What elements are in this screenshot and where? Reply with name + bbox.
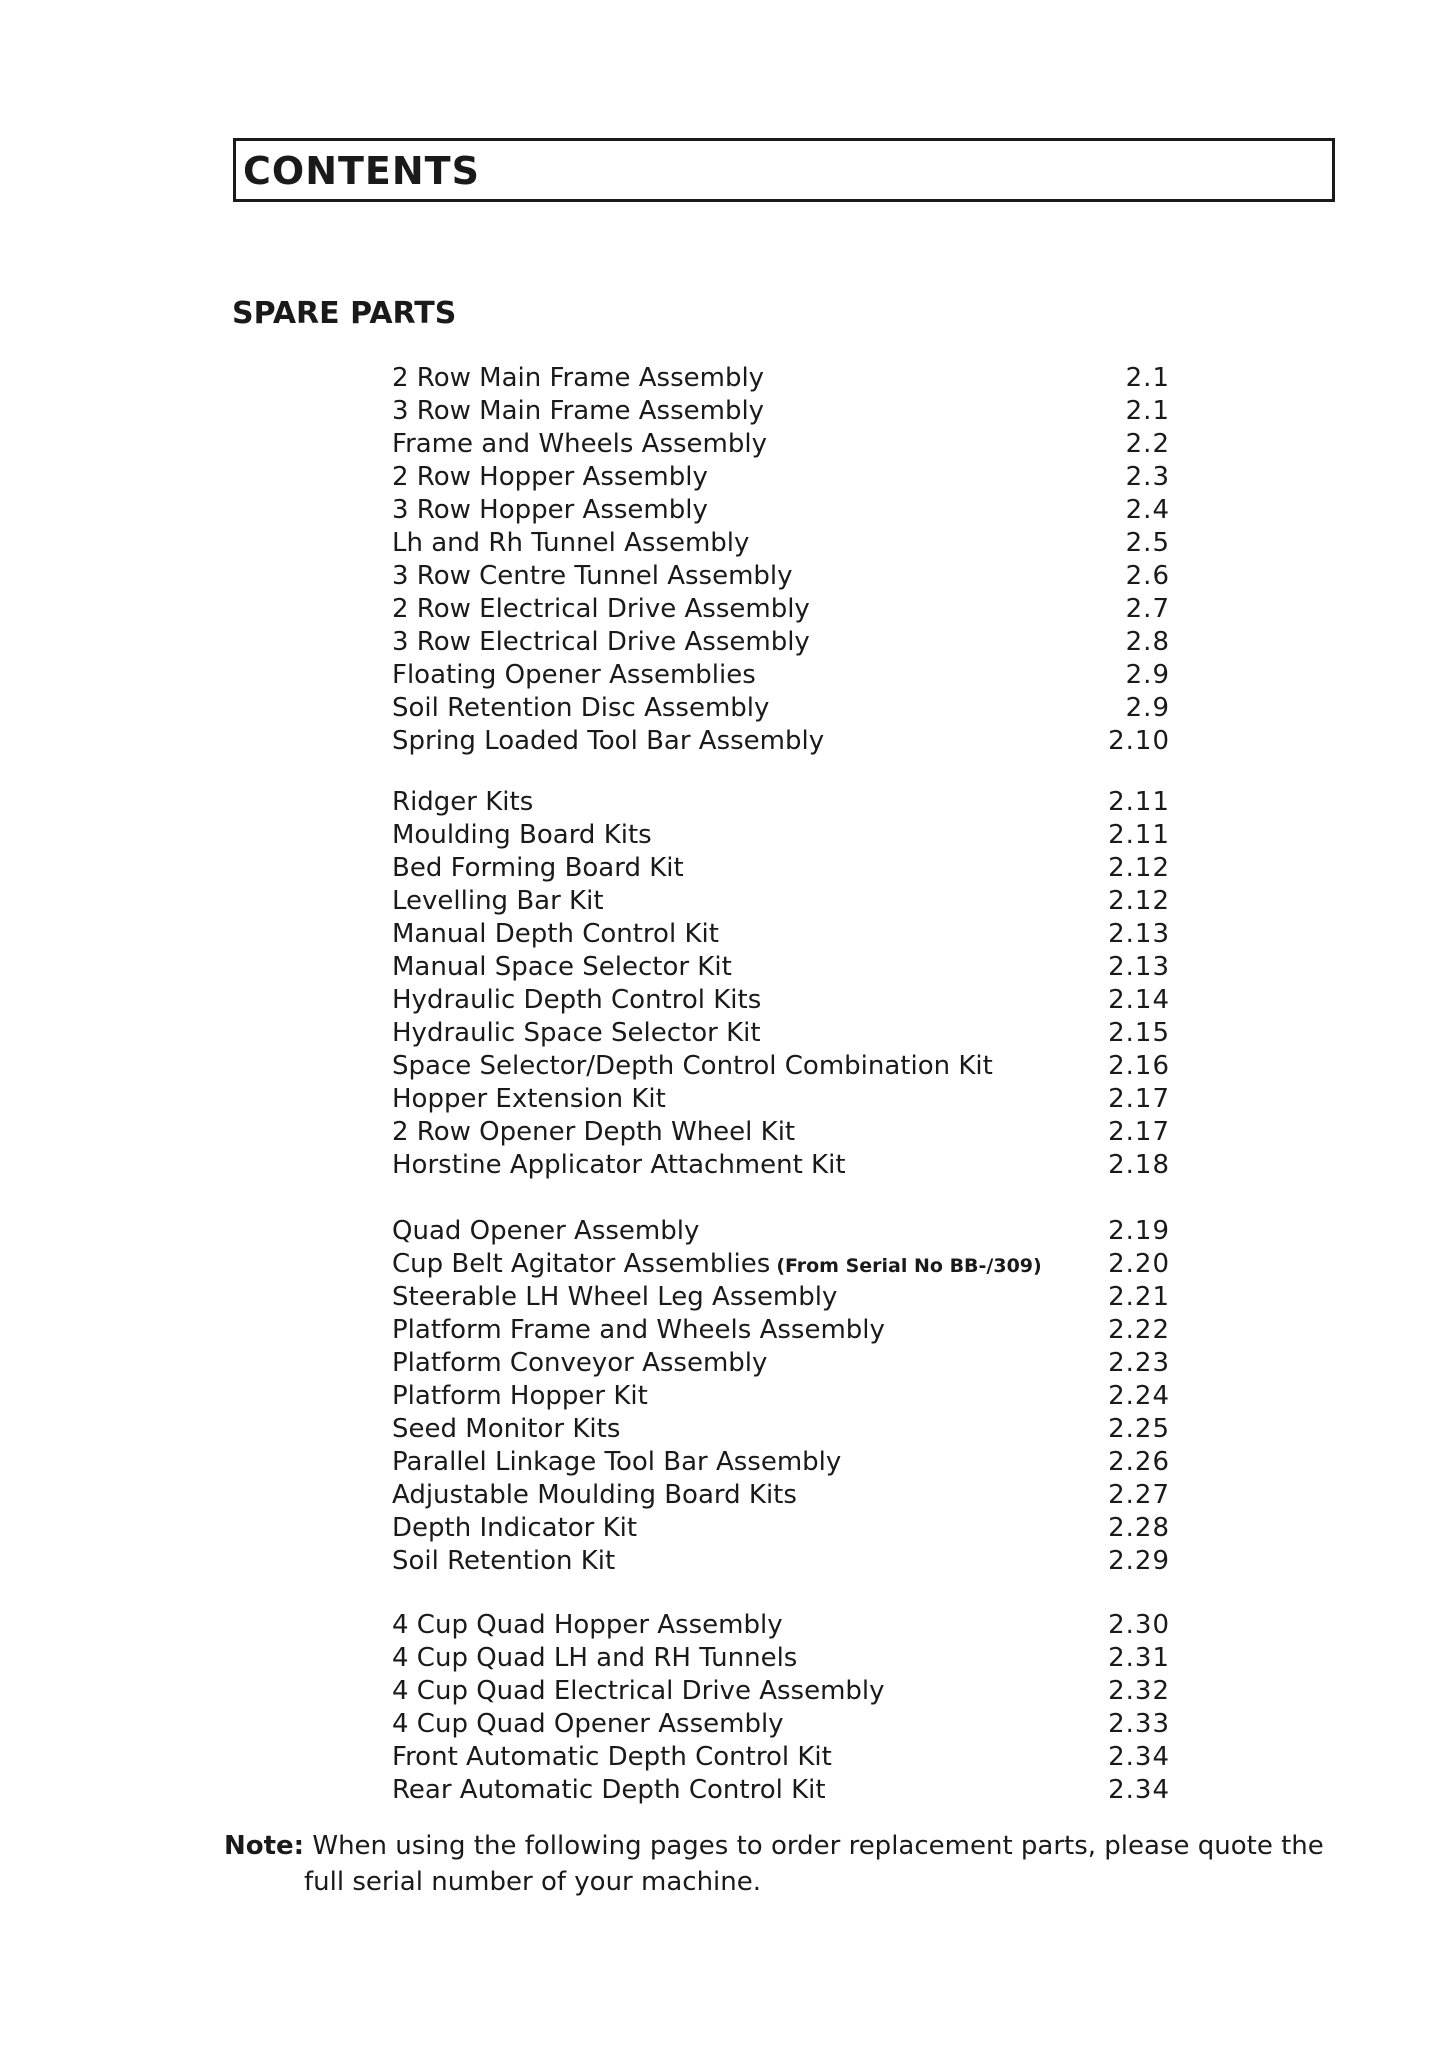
toc-group-4 — [392, 1609, 1170, 1807]
toc-entry — [392, 1479, 1170, 1512]
toc-entry-title: 3 Row Centre Tunnel Assembly — [392, 561, 793, 591]
contents-title-box — [233, 138, 1335, 202]
toc-entry-title: 4 Cup Quad LH and RH Tunnels — [392, 1643, 798, 1673]
toc-entry-page: 2.18 — [1108, 1150, 1170, 1180]
toc-entry — [392, 494, 1170, 527]
toc-entry-title: Depth Indicator Kit — [392, 1513, 638, 1543]
toc-entry-page: 2.13 — [1108, 919, 1170, 949]
toc-entry-title: Levelling Bar Kit — [392, 886, 604, 916]
toc-entry — [392, 626, 1170, 659]
toc-entry-serial-note: (From Serial No BB-/309) — [776, 1255, 1042, 1277]
toc-entry-page: 2.17 — [1108, 1084, 1170, 1114]
toc-entry — [392, 1741, 1170, 1774]
toc-entry-title: Hydraulic Depth Control Kits — [392, 985, 762, 1015]
toc-entry-page: 2.20 — [1108, 1249, 1170, 1279]
ordering-note — [224, 1828, 1344, 1900]
toc-entry-page: 2.13 — [1108, 952, 1170, 982]
toc-entry — [392, 1017, 1170, 1050]
toc-entry-page: 2.8 — [1125, 627, 1170, 657]
toc-entry — [392, 428, 1170, 461]
toc-entry-page: 2.3 — [1125, 462, 1170, 492]
toc-entry-page: 2.34 — [1108, 1775, 1170, 1805]
toc-entry — [392, 819, 1170, 852]
toc-entry-page: 2.12 — [1108, 853, 1170, 883]
note-line-1 — [224, 1828, 1344, 1864]
toc-entry — [392, 527, 1170, 560]
toc-entry — [392, 1545, 1170, 1578]
toc-entry — [392, 1642, 1170, 1675]
toc-entry-title: Manual Space Selector Kit — [392, 952, 732, 982]
toc-entry — [392, 560, 1170, 593]
toc-entry — [392, 1116, 1170, 1149]
toc-entry-title — [392, 1248, 1042, 1283]
toc-entry-title: Front Automatic Depth Control Kit — [392, 1742, 832, 1772]
toc-entry-page: 2.15 — [1108, 1018, 1170, 1048]
toc-entry-page: 2.29 — [1108, 1546, 1170, 1576]
toc-group-2 — [392, 786, 1170, 1182]
toc-entry-page: 2.1 — [1125, 363, 1170, 393]
toc-entry — [392, 984, 1170, 1017]
toc-entry-title: 2 Row Main Frame Assembly — [392, 363, 765, 393]
toc-entry — [392, 1413, 1170, 1446]
toc-entry — [392, 362, 1170, 395]
toc-entry-page: 2.10 — [1108, 726, 1170, 756]
toc-entry-page: 2.7 — [1125, 594, 1170, 624]
toc-entry — [392, 461, 1170, 494]
toc-entry — [392, 1149, 1170, 1182]
toc-entry — [392, 918, 1170, 951]
toc-entry — [392, 885, 1170, 918]
toc-entry-title: Parallel Linkage Tool Bar Assembly — [392, 1447, 842, 1477]
toc-entry-page: 2.28 — [1108, 1513, 1170, 1543]
toc-entry-title: Bed Forming Board Kit — [392, 853, 684, 883]
toc-entry — [392, 725, 1170, 758]
toc-entry-title: Lh and Rh Tunnel Assembly — [392, 528, 750, 558]
toc-entry — [392, 1248, 1170, 1281]
toc-entry-page: 2.34 — [1108, 1742, 1170, 1772]
toc-entry-page: 2.12 — [1108, 886, 1170, 916]
toc-entry-page: 2.23 — [1108, 1348, 1170, 1378]
toc-entry-title: 2 Row Opener Depth Wheel Kit — [392, 1117, 796, 1147]
toc-entry — [392, 593, 1170, 626]
toc-entry-page: 2.17 — [1108, 1117, 1170, 1147]
toc-entry-title: Adjustable Moulding Board Kits — [392, 1480, 797, 1510]
toc-entry — [392, 1609, 1170, 1642]
toc-entry-page: 2.1 — [1125, 396, 1170, 426]
note-text-line-2: full serial number of your machine. — [304, 1867, 762, 1897]
toc-entry-page: 2.2 — [1125, 429, 1170, 459]
toc-entry-page: 2.27 — [1108, 1480, 1170, 1510]
toc-entry-title: 4 Cup Quad Opener Assembly — [392, 1709, 784, 1739]
toc-entry — [392, 1446, 1170, 1479]
toc-entry-title: Quad Opener Assembly — [392, 1216, 700, 1246]
toc-entry-title: Soil Retention Kit — [392, 1546, 616, 1576]
toc-entry-page: 2.19 — [1108, 1216, 1170, 1246]
toc-entry-page: 2.26 — [1108, 1447, 1170, 1477]
toc-entry-page: 2.4 — [1125, 495, 1170, 525]
toc-entry-title: Horstine Applicator Attachment Kit — [392, 1150, 846, 1180]
toc-entry-page: 2.33 — [1108, 1709, 1170, 1739]
toc-entry-page: 2.32 — [1108, 1676, 1170, 1706]
toc-entry-title: Platform Frame and Wheels Assembly — [392, 1315, 885, 1345]
toc-entry — [392, 1083, 1170, 1116]
toc-entry — [392, 852, 1170, 885]
toc-entry-title: Frame and Wheels Assembly — [392, 429, 767, 459]
toc-entry-page: 2.22 — [1108, 1315, 1170, 1345]
toc-entry — [392, 786, 1170, 819]
toc-entry-title: Manual Depth Control Kit — [392, 919, 719, 949]
toc-entry — [392, 1380, 1170, 1413]
toc-entry-page: 2.11 — [1108, 820, 1170, 850]
toc-entry-page: 2.6 — [1125, 561, 1170, 591]
toc-entry — [392, 1774, 1170, 1807]
toc-entry — [392, 395, 1170, 428]
toc-entry-title: Ridger Kits — [392, 787, 534, 817]
note-text-line-1: When using the following pages to order replacement parts, please quote the — [312, 1831, 1324, 1861]
toc-entry — [392, 1675, 1170, 1708]
toc-entry-title: Spring Loaded Tool Bar Assembly — [392, 726, 825, 756]
toc-entry-page: 2.11 — [1108, 787, 1170, 817]
toc-entry — [392, 1215, 1170, 1248]
toc-entry-title-text: Cup Belt Agitator Assemblies — [392, 1249, 771, 1279]
toc-entry-title: Soil Retention Disc Assembly — [392, 693, 770, 723]
toc-entry-page: 2.31 — [1108, 1643, 1170, 1673]
toc-entry-title: Space Selector/Depth Control Combination Kit — [392, 1051, 993, 1081]
toc-entry-title: 3 Row Electrical Drive Assembly — [392, 627, 810, 657]
toc-entry — [392, 1281, 1170, 1314]
toc-entry-page: 2.30 — [1108, 1610, 1170, 1640]
toc-entry-title: 3 Row Main Frame Assembly — [392, 396, 765, 426]
toc-entry-page: 2.9 — [1125, 660, 1170, 690]
toc-entry-title: 3 Row Hopper Assembly — [392, 495, 708, 525]
toc-entry-page: 2.9 — [1125, 693, 1170, 723]
note-label: Note: — [224, 1831, 305, 1861]
toc-entry-title: 4 Cup Quad Electrical Drive Assembly — [392, 1676, 885, 1706]
toc-entry-title: 2 Row Electrical Drive Assembly — [392, 594, 810, 624]
toc-entry — [392, 692, 1170, 725]
toc-entry-title: 2 Row Hopper Assembly — [392, 462, 708, 492]
page-title: CONTENTS — [243, 149, 480, 193]
toc-entry — [392, 1050, 1170, 1083]
toc-entry-title: Hydraulic Space Selector Kit — [392, 1018, 761, 1048]
toc-entry-title: Steerable LH Wheel Leg Assembly — [392, 1282, 838, 1312]
toc-entry-page: 2.5 — [1125, 528, 1170, 558]
toc-entry-title: Floating Opener Assemblies — [392, 660, 756, 690]
toc-entry-title: Hopper Extension Kit — [392, 1084, 666, 1114]
toc-entry — [392, 1708, 1170, 1741]
toc-entry-page: 2.16 — [1108, 1051, 1170, 1081]
toc-entry — [392, 1314, 1170, 1347]
toc-group-1 — [392, 362, 1170, 758]
toc-entry-title: 4 Cup Quad Hopper Assembly — [392, 1610, 783, 1640]
toc-entry-page: 2.21 — [1108, 1282, 1170, 1312]
toc-entry-title: Seed Monitor Kits — [392, 1414, 621, 1444]
toc-entry-title: Platform Hopper Kit — [392, 1381, 648, 1411]
toc-entry-title: Rear Automatic Depth Control Kit — [392, 1775, 826, 1805]
toc-entry — [392, 1512, 1170, 1545]
toc-entry-title: Moulding Board Kits — [392, 820, 652, 850]
section-heading-spare-parts: SPARE PARTS — [232, 296, 457, 331]
toc-entry-page: 2.25 — [1108, 1414, 1170, 1444]
toc-entry-title: Platform Conveyor Assembly — [392, 1348, 768, 1378]
toc-group-3 — [392, 1215, 1170, 1578]
toc-entry-page: 2.24 — [1108, 1381, 1170, 1411]
toc-entry — [392, 659, 1170, 692]
toc-entry-page: 2.14 — [1108, 985, 1170, 1015]
toc-entry — [392, 951, 1170, 984]
toc-entry — [392, 1347, 1170, 1380]
